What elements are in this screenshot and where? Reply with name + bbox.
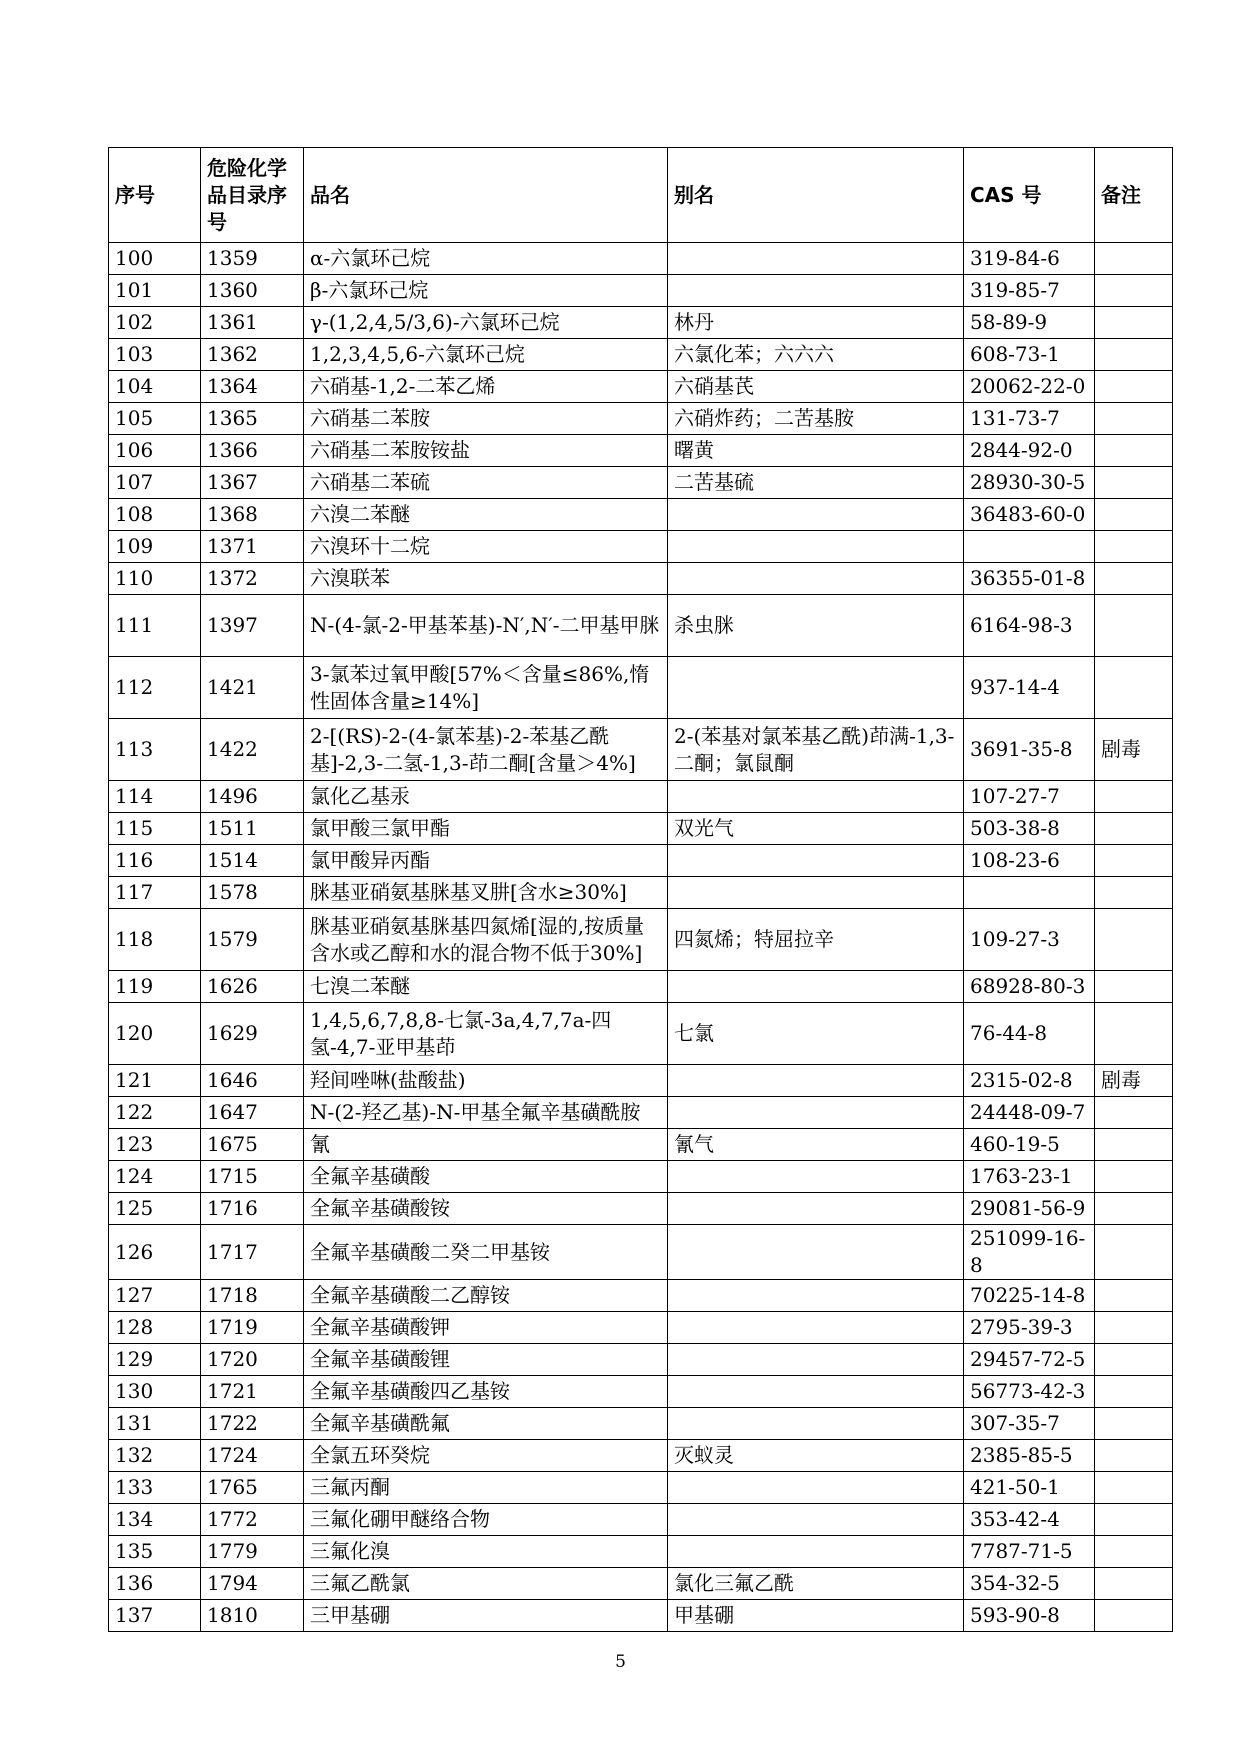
cell-note bbox=[1095, 1504, 1173, 1536]
cell-catalog-no: 1359 bbox=[201, 243, 304, 275]
cell-note: 剧毒 bbox=[1095, 719, 1173, 781]
cell-note bbox=[1095, 1161, 1173, 1193]
cell-note bbox=[1095, 339, 1173, 371]
cell-alias bbox=[668, 877, 964, 909]
cell-seq: 119 bbox=[109, 971, 201, 1003]
cell-name: 脒基亚硝氨基脒基四氮烯[湿的,按质量含水或乙醇和水的混合物不低于30%] bbox=[304, 909, 668, 971]
cell-catalog-no: 1371 bbox=[201, 531, 304, 563]
cell-cas: 68928-80-3 bbox=[964, 971, 1095, 1003]
header-cas: CAS 号 bbox=[964, 148, 1095, 243]
cell-seq: 103 bbox=[109, 339, 201, 371]
cell-note bbox=[1095, 499, 1173, 531]
cell-seq: 112 bbox=[109, 657, 201, 719]
table-row bbox=[109, 657, 1173, 719]
cell-cas: 460-19-5 bbox=[964, 1129, 1095, 1161]
table-row bbox=[109, 1129, 1173, 1161]
table-row bbox=[109, 1376, 1173, 1408]
cell-name: 六溴二苯醚 bbox=[304, 499, 668, 531]
cell-name: 1,4,5,6,7,8,8-七氯-3a,4,7,7a-四氢-4,7-亚甲基茚 bbox=[304, 1003, 668, 1065]
cell-note bbox=[1095, 595, 1173, 657]
table-row bbox=[109, 1065, 1173, 1097]
cell-catalog-no: 1367 bbox=[201, 467, 304, 499]
table-row bbox=[109, 1344, 1173, 1376]
cell-note bbox=[1095, 307, 1173, 339]
table-row bbox=[109, 1097, 1173, 1129]
cell-name: 氯甲酸三氯甲酯 bbox=[304, 813, 668, 845]
cell-seq: 128 bbox=[109, 1312, 201, 1344]
cell-seq: 101 bbox=[109, 275, 201, 307]
cell-seq: 127 bbox=[109, 1280, 201, 1312]
cell-note bbox=[1095, 467, 1173, 499]
cell-alias bbox=[668, 243, 964, 275]
cell-seq: 137 bbox=[109, 1600, 201, 1632]
cell-cas: 251099-16-8 bbox=[964, 1225, 1095, 1280]
cell-cas: 593-90-8 bbox=[964, 1600, 1095, 1632]
cell-cas: 2315-02-8 bbox=[964, 1065, 1095, 1097]
cell-alias bbox=[668, 781, 964, 813]
cell-note bbox=[1095, 813, 1173, 845]
cell-alias: 六硝炸药；二苦基胺 bbox=[668, 403, 964, 435]
cell-cas: 937-14-4 bbox=[964, 657, 1095, 719]
cell-alias bbox=[668, 1280, 964, 1312]
cell-catalog-no: 1718 bbox=[201, 1280, 304, 1312]
cell-note bbox=[1095, 403, 1173, 435]
cell-catalog-no: 1717 bbox=[201, 1225, 304, 1280]
table-row bbox=[109, 781, 1173, 813]
cell-seq: 113 bbox=[109, 719, 201, 781]
table-row bbox=[109, 563, 1173, 595]
cell-catalog-no: 1579 bbox=[201, 909, 304, 971]
cell-alias bbox=[668, 1504, 964, 1536]
cell-name: 全氟辛基磺酸锂 bbox=[304, 1344, 668, 1376]
table-row bbox=[109, 435, 1173, 467]
cell-note bbox=[1095, 1003, 1173, 1065]
cell-alias bbox=[668, 1097, 964, 1129]
cell-note bbox=[1095, 1568, 1173, 1600]
cell-catalog-no: 1366 bbox=[201, 435, 304, 467]
cell-seq: 104 bbox=[109, 371, 201, 403]
cell-catalog-no: 1629 bbox=[201, 1003, 304, 1065]
table-row bbox=[109, 531, 1173, 563]
cell-catalog-no: 1368 bbox=[201, 499, 304, 531]
cell-note bbox=[1095, 435, 1173, 467]
table-row bbox=[109, 719, 1173, 781]
cell-seq: 121 bbox=[109, 1065, 201, 1097]
cell-catalog-no: 1361 bbox=[201, 307, 304, 339]
cell-name: 3-氯苯过氧甲酸[57%＜含量≤86%,惰性固体含量≥14%] bbox=[304, 657, 668, 719]
cell-note bbox=[1095, 275, 1173, 307]
cell-seq: 117 bbox=[109, 877, 201, 909]
cell-seq: 123 bbox=[109, 1129, 201, 1161]
cell-note bbox=[1095, 1129, 1173, 1161]
cell-name: 全氟辛基磺酸铵 bbox=[304, 1193, 668, 1225]
chemical-table bbox=[108, 147, 1173, 1632]
cell-alias: 二苦基硫 bbox=[668, 467, 964, 499]
cell-alias: 杀虫脒 bbox=[668, 595, 964, 657]
cell-name: 三氟化溴 bbox=[304, 1536, 668, 1568]
cell-catalog-no: 1422 bbox=[201, 719, 304, 781]
cell-seq: 115 bbox=[109, 813, 201, 845]
page-number: 5 bbox=[615, 1652, 626, 1672]
cell-seq: 122 bbox=[109, 1097, 201, 1129]
cell-name: 全氟辛基磺酰氟 bbox=[304, 1408, 668, 1440]
cell-seq: 133 bbox=[109, 1472, 201, 1504]
cell-catalog-no: 1647 bbox=[201, 1097, 304, 1129]
table-row bbox=[109, 1280, 1173, 1312]
cell-note: 剧毒 bbox=[1095, 1065, 1173, 1097]
cell-catalog-no: 1765 bbox=[201, 1472, 304, 1504]
cell-name: 六硝基二苯硫 bbox=[304, 467, 668, 499]
cell-alias bbox=[668, 275, 964, 307]
cell-name: 三氟乙酰氯 bbox=[304, 1568, 668, 1600]
cell-cas: 319-85-7 bbox=[964, 275, 1095, 307]
cell-alias bbox=[668, 1065, 964, 1097]
cell-note bbox=[1095, 531, 1173, 563]
cell-name: β-六氯环己烷 bbox=[304, 275, 668, 307]
cell-seq: 132 bbox=[109, 1440, 201, 1472]
cell-alias bbox=[668, 1344, 964, 1376]
cell-note bbox=[1095, 781, 1173, 813]
table-row bbox=[109, 1312, 1173, 1344]
cell-cas bbox=[964, 877, 1095, 909]
cell-name: 六溴环十二烷 bbox=[304, 531, 668, 563]
table-row bbox=[109, 1193, 1173, 1225]
cell-name: 2-[(RS)-2-(4-氯苯基)-2-苯基乙酰基]-2,3-二氢-1,3-茚二酮[含量＞4%] bbox=[304, 719, 668, 781]
cell-alias bbox=[668, 499, 964, 531]
table-row bbox=[109, 339, 1173, 371]
cell-seq: 124 bbox=[109, 1161, 201, 1193]
cell-catalog-no: 1715 bbox=[201, 1161, 304, 1193]
cell-note bbox=[1095, 971, 1173, 1003]
cell-name: 六硝基-1,2-二苯乙烯 bbox=[304, 371, 668, 403]
cell-note bbox=[1095, 1600, 1173, 1632]
cell-seq: 126 bbox=[109, 1225, 201, 1280]
cell-note bbox=[1095, 1312, 1173, 1344]
table-row bbox=[109, 403, 1173, 435]
cell-catalog-no: 1365 bbox=[201, 403, 304, 435]
cell-alias: 四氮烯；特屈拉辛 bbox=[668, 909, 964, 971]
cell-name: 全氟辛基磺酸 bbox=[304, 1161, 668, 1193]
cell-name: 全氟辛基磺酸钾 bbox=[304, 1312, 668, 1344]
cell-name: 三氟丙酮 bbox=[304, 1472, 668, 1504]
cell-catalog-no: 1810 bbox=[201, 1600, 304, 1632]
cell-alias bbox=[668, 971, 964, 1003]
cell-seq: 120 bbox=[109, 1003, 201, 1065]
cell-catalog-no: 1578 bbox=[201, 877, 304, 909]
cell-alias bbox=[668, 1312, 964, 1344]
cell-cas: 1763-23-1 bbox=[964, 1161, 1095, 1193]
cell-cas: 29081-56-9 bbox=[964, 1193, 1095, 1225]
cell-cas: 70225-14-8 bbox=[964, 1280, 1095, 1312]
table-row bbox=[109, 845, 1173, 877]
cell-seq: 109 bbox=[109, 531, 201, 563]
table-row bbox=[109, 307, 1173, 339]
cell-alias bbox=[668, 1376, 964, 1408]
cell-cas: 107-27-7 bbox=[964, 781, 1095, 813]
cell-cas: 421-50-1 bbox=[964, 1472, 1095, 1504]
cell-catalog-no: 1720 bbox=[201, 1344, 304, 1376]
cell-name: 全氟辛基磺酸四乙基铵 bbox=[304, 1376, 668, 1408]
cell-cas: 24448-09-7 bbox=[964, 1097, 1095, 1129]
cell-seq: 135 bbox=[109, 1536, 201, 1568]
cell-cas bbox=[964, 531, 1095, 563]
cell-note bbox=[1095, 563, 1173, 595]
cell-name: 七溴二苯醚 bbox=[304, 971, 668, 1003]
cell-catalog-no: 1779 bbox=[201, 1536, 304, 1568]
cell-cas: 307-35-7 bbox=[964, 1408, 1095, 1440]
table-row bbox=[109, 1225, 1173, 1280]
cell-catalog-no: 1646 bbox=[201, 1065, 304, 1097]
table-row bbox=[109, 1472, 1173, 1504]
cell-name: 1,2,3,4,5,6-六氯环己烷 bbox=[304, 339, 668, 371]
cell-seq: 111 bbox=[109, 595, 201, 657]
cell-alias: 2-(苯基对氯苯基乙酰)茚满-1,3-二酮；氯鼠酮 bbox=[668, 719, 964, 781]
cell-alias: 六氯化苯；六六六 bbox=[668, 339, 964, 371]
table-row bbox=[109, 1003, 1173, 1065]
cell-cas: 354-32-5 bbox=[964, 1568, 1095, 1600]
cell-seq: 129 bbox=[109, 1344, 201, 1376]
cell-note bbox=[1095, 1408, 1173, 1440]
table-row bbox=[109, 371, 1173, 403]
cell-name: 氯化乙基汞 bbox=[304, 781, 668, 813]
cell-alias bbox=[668, 845, 964, 877]
cell-seq: 110 bbox=[109, 563, 201, 595]
cell-cas: 2385-85-5 bbox=[964, 1440, 1095, 1472]
cell-cas: 28930-30-5 bbox=[964, 467, 1095, 499]
cell-name: 三氟化硼甲醚络合物 bbox=[304, 1504, 668, 1536]
cell-cas: 131-73-7 bbox=[964, 403, 1095, 435]
cell-name: N-(4-氯-2-甲基苯基)-N′,N′-二甲基甲脒 bbox=[304, 595, 668, 657]
table-body bbox=[109, 243, 1173, 1632]
cell-catalog-no: 1397 bbox=[201, 595, 304, 657]
cell-seq: 108 bbox=[109, 499, 201, 531]
cell-alias: 六硝基芪 bbox=[668, 371, 964, 403]
table-row bbox=[109, 1161, 1173, 1193]
cell-name: 氯甲酸异丙酯 bbox=[304, 845, 668, 877]
cell-cas: 7787-71-5 bbox=[964, 1536, 1095, 1568]
cell-cas: 608-73-1 bbox=[964, 339, 1095, 371]
cell-seq: 106 bbox=[109, 435, 201, 467]
cell-note bbox=[1095, 1344, 1173, 1376]
cell-alias bbox=[668, 657, 964, 719]
cell-name: 全氟辛基磺酸二乙醇铵 bbox=[304, 1280, 668, 1312]
cell-note bbox=[1095, 877, 1173, 909]
table-row bbox=[109, 813, 1173, 845]
table-row bbox=[109, 971, 1173, 1003]
cell-seq: 136 bbox=[109, 1568, 201, 1600]
cell-alias: 灭蚁灵 bbox=[668, 1440, 964, 1472]
cell-alias: 氰气 bbox=[668, 1129, 964, 1161]
cell-seq: 118 bbox=[109, 909, 201, 971]
cell-alias bbox=[668, 1193, 964, 1225]
cell-alias bbox=[668, 531, 964, 563]
cell-catalog-no: 1722 bbox=[201, 1408, 304, 1440]
cell-cas: 58-89-9 bbox=[964, 307, 1095, 339]
table-row bbox=[109, 595, 1173, 657]
cell-catalog-no: 1724 bbox=[201, 1440, 304, 1472]
cell-cas: 3691-35-8 bbox=[964, 719, 1095, 781]
cell-catalog-no: 1372 bbox=[201, 563, 304, 595]
table-row bbox=[109, 1536, 1173, 1568]
cell-alias bbox=[668, 1536, 964, 1568]
cell-cas: 56773-42-3 bbox=[964, 1376, 1095, 1408]
cell-alias bbox=[668, 563, 964, 595]
table-row bbox=[109, 877, 1173, 909]
cell-cas: 6164-98-3 bbox=[964, 595, 1095, 657]
cell-cas: 353-42-4 bbox=[964, 1504, 1095, 1536]
cell-catalog-no: 1675 bbox=[201, 1129, 304, 1161]
cell-seq: 105 bbox=[109, 403, 201, 435]
cell-note bbox=[1095, 1097, 1173, 1129]
cell-note bbox=[1095, 243, 1173, 275]
cell-note bbox=[1095, 845, 1173, 877]
cell-cas: 36483-60-0 bbox=[964, 499, 1095, 531]
cell-cas: 36355-01-8 bbox=[964, 563, 1095, 595]
cell-catalog-no: 1496 bbox=[201, 781, 304, 813]
cell-catalog-no: 1772 bbox=[201, 1504, 304, 1536]
cell-alias bbox=[668, 1472, 964, 1504]
cell-note bbox=[1095, 1193, 1173, 1225]
cell-name: 氰 bbox=[304, 1129, 668, 1161]
cell-seq: 125 bbox=[109, 1193, 201, 1225]
cell-note bbox=[1095, 1280, 1173, 1312]
table-row bbox=[109, 275, 1173, 307]
cell-name: 全氟辛基磺酸二癸二甲基铵 bbox=[304, 1225, 668, 1280]
cell-seq: 131 bbox=[109, 1408, 201, 1440]
cell-cas: 76-44-8 bbox=[964, 1003, 1095, 1065]
cell-cas: 29457-72-5 bbox=[964, 1344, 1095, 1376]
cell-catalog-no: 1626 bbox=[201, 971, 304, 1003]
cell-note bbox=[1095, 1376, 1173, 1408]
cell-alias: 双光气 bbox=[668, 813, 964, 845]
cell-cas: 503-38-8 bbox=[964, 813, 1095, 845]
cell-catalog-no: 1721 bbox=[201, 1376, 304, 1408]
cell-note bbox=[1095, 1536, 1173, 1568]
cell-catalog-no: 1794 bbox=[201, 1568, 304, 1600]
table-row bbox=[109, 1408, 1173, 1440]
cell-note bbox=[1095, 1225, 1173, 1280]
table-row bbox=[109, 467, 1173, 499]
table-row bbox=[109, 1440, 1173, 1472]
header-name: 品名 bbox=[304, 148, 668, 243]
cell-seq: 116 bbox=[109, 845, 201, 877]
cell-name: 六溴联苯 bbox=[304, 563, 668, 595]
cell-catalog-no: 1511 bbox=[201, 813, 304, 845]
cell-name: 脒基亚硝氨基脒基叉肼[含水≥30%] bbox=[304, 877, 668, 909]
cell-cas: 109-27-3 bbox=[964, 909, 1095, 971]
cell-note bbox=[1095, 909, 1173, 971]
table-row bbox=[109, 909, 1173, 971]
cell-seq: 134 bbox=[109, 1504, 201, 1536]
cell-seq: 114 bbox=[109, 781, 201, 813]
cell-catalog-no: 1514 bbox=[201, 845, 304, 877]
cell-catalog-no: 1364 bbox=[201, 371, 304, 403]
table-row bbox=[109, 1600, 1173, 1632]
cell-catalog-no: 1360 bbox=[201, 275, 304, 307]
cell-name: 三甲基硼 bbox=[304, 1600, 668, 1632]
cell-alias bbox=[668, 1161, 964, 1193]
header-catalog-no: 危险化学品目录序号 bbox=[201, 148, 304, 243]
cell-alias: 曙黄 bbox=[668, 435, 964, 467]
table-header-row bbox=[109, 148, 1173, 243]
header-alias: 别名 bbox=[668, 148, 964, 243]
cell-cas: 2795-39-3 bbox=[964, 1312, 1095, 1344]
cell-name: α-六氯环己烷 bbox=[304, 243, 668, 275]
cell-catalog-no: 1362 bbox=[201, 339, 304, 371]
table-row bbox=[109, 1504, 1173, 1536]
cell-alias: 林丹 bbox=[668, 307, 964, 339]
cell-note bbox=[1095, 1440, 1173, 1472]
header-note: 备注 bbox=[1095, 148, 1173, 243]
cell-catalog-no: 1421 bbox=[201, 657, 304, 719]
cell-alias: 七氯 bbox=[668, 1003, 964, 1065]
cell-name: 六硝基二苯胺铵盐 bbox=[304, 435, 668, 467]
cell-name: 羟间唑啉(盐酸盐) bbox=[304, 1065, 668, 1097]
cell-name: γ-(1,2,4,5/3,6)-六氯环己烷 bbox=[304, 307, 668, 339]
header-seq: 序号 bbox=[109, 148, 201, 243]
cell-name: N-(2-羟乙基)-N-甲基全氟辛基磺酰胺 bbox=[304, 1097, 668, 1129]
table-row bbox=[109, 1568, 1173, 1600]
table-row bbox=[109, 499, 1173, 531]
cell-note bbox=[1095, 1472, 1173, 1504]
cell-cas: 319-84-6 bbox=[964, 243, 1095, 275]
cell-seq: 102 bbox=[109, 307, 201, 339]
cell-seq: 107 bbox=[109, 467, 201, 499]
cell-seq: 130 bbox=[109, 1376, 201, 1408]
cell-note bbox=[1095, 371, 1173, 403]
cell-alias: 氯化三氟乙酰 bbox=[668, 1568, 964, 1600]
cell-alias bbox=[668, 1408, 964, 1440]
cell-catalog-no: 1719 bbox=[201, 1312, 304, 1344]
cell-cas: 108-23-6 bbox=[964, 845, 1095, 877]
cell-name: 六硝基二苯胺 bbox=[304, 403, 668, 435]
cell-note bbox=[1095, 657, 1173, 719]
cell-alias bbox=[668, 1225, 964, 1280]
table-row bbox=[109, 243, 1173, 275]
cell-alias: 甲基硼 bbox=[668, 1600, 964, 1632]
cell-cas: 20062-22-0 bbox=[964, 371, 1095, 403]
cell-name: 全氯五环癸烷 bbox=[304, 1440, 668, 1472]
cell-cas: 2844-92-0 bbox=[964, 435, 1095, 467]
cell-catalog-no: 1716 bbox=[201, 1193, 304, 1225]
cell-seq: 100 bbox=[109, 243, 201, 275]
